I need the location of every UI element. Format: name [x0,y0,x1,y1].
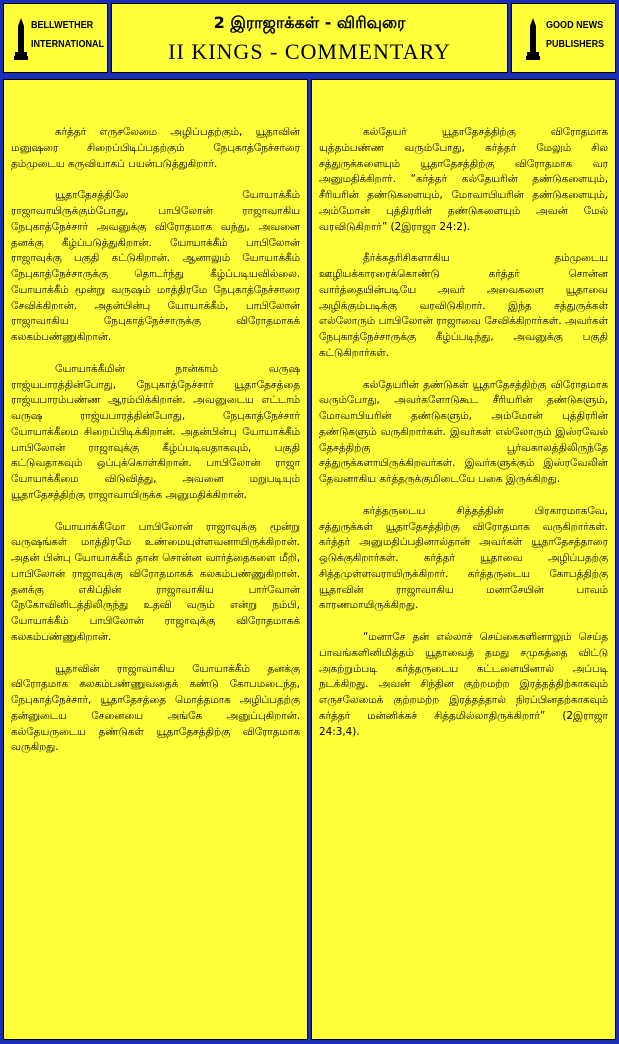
paragraph: “மனாசே தன் எல்லாச் செய்கைகளினாலும் செய்த பாவங்களினிமித்தம் யூதாவைத் தமது சமுகத்தை விட்டு அகற்றும்படி கர்த்தருடைய கட்டளையினால் அப்படி நடக்கிறது. அவன் சிந்தின குற்றமற்ற இரத்தத்திற்காகவும் எருசலேமைக் குற்றமற்ற இரத்தத்தால் நிரப்பினதற்காகவும் கர்த்தர் மன்னிக்கச் சித்தமில்லாதிருக்கிறார்” (2இராஜா 24:3,4). [319,631,608,738]
logo-right-line-2: PUBLISHERS [546,38,605,50]
left-text-column [3,79,308,1040]
paragraph: கல்தேயர் யூதாதேசத்திற்கு விரோதமாக யுத்தம்பண்ண வரும்போது, கர்த்தர் மேலும் சில சத்துருக்களையும் யூதாதேசத்திற்கு விரோதமாக வர அனுமதிக்கிறார். “கர்த்தர் கல்தேயரின் தண்டுகளையும், சீரியரின் தண்டுகளையும், மோவாபியரின் தண்டுகளையும், அம்மோன் புத்திரரின் தண்டுகளையும் அவன் மேல் வரவிடுகிறார்” (2இராஜா 24:2). [319,126,608,233]
paragraph: கர்த்தர் எருசலேமை அழிப்பதற்கும், யூதாவின் மனுஷரை சிறைப்பிடிப்பதற்கும் நேபுகாத்நேச்சாரை தம்முடைய கருவியாகப் பயன்படுத்துகிறார். [11,126,300,170]
publisher-logo-left [3,3,108,73]
right-text-column [311,79,616,1040]
publisher-logo-right [511,3,616,73]
title-box [111,3,508,73]
pen-tower-icon [526,18,540,60]
paragraph: தீர்க்கதரிசிகளாகிய தம்முடைய ஊழியக்காரரைக்கொண்டு கர்த்தர் சொன்ன வார்த்தையின்படியே அவர் அவைகளை யூதாவை அழிக்கும்படிக்கு வரவிடுகிறார். இந்த சத்துருக்கள் எல்லோரும் பாபிலோன் ராஜாவை சேவிக்கிறார்கள். அவர்கள் நேபுகாத்நேச்சாருக்கு கீழ்ப்படிந்து, அவனுக்கு பகுதி கட்டுகிறார்கள். [319,252,608,359]
paragraph: யூதாதேசத்திலே யோயாக்கீம் ராஜாவாயிருக்கும்போது, பாபிலோன் ராஜாவாகிய நேபுகாத்நேச்சார் அவனுக்கு விரோதமாக வந்து, அவனை தனக்கு கீழ்ப்படுத்துகிறான். யோயாக்கீம் பாபிலோன் ராஜாவுக்கு பகுதி கட்டுகிறான். ஆனாலும் யோயாக்கீம் நேபுகாத்நேச்சாருக்கு தொடர்ந்து கீழ்ப்படியவில்லை. யோயாக்கீம் மூன்று வருஷம் மாத்திரமே நேபுகாத்நேச்சாரை சேவிக்கிறான். அதன்பின்பு யோயாக்கீம், பாபிலோன் ராஜாவாகிய நேபுகாத்நேச்சாருக்கு விரோதமாகக் கலகம்பண்ணுகிறான். [11,189,300,343]
logo-left-line-1: BELLWETHER [31,19,94,31]
page-title-english: II KINGS - COMMENTARY [168,39,451,64]
logo-left-line-2: INTERNATIONAL [31,38,105,50]
paragraph: யூதாவின் ராஜாவாகிய யோயாக்கீம் தனக்கு விரோதமாக கலகம்பண்ணுவதைக் கண்டு கோபமடைந்த, நேபுகாத்நேச்சார், யூதாதேசத்தை மொத்தமாக அழிப்பதற்கு தன்னுடைய சேனையை அங்கே அனுப்புகிறான். கல்தேயருடைய தண்டுகள் யூதாதேசத்திற்கு விரோதமாக வருகிறது. [11,662,300,754]
header-bar [0,0,619,76]
paragraph: கர்த்தருடைய சித்தத்தின் பிரகாரமாகவே, சத்துருக்கள் யூதாதேசத்திற்கு விரோதமாக வருகிறார்கள். கர்த்தர் அனுமதிப்பதினால்தான் அவர்கள் யூதாதேசத்தாரை ஒடுக்குகிறார்கள். கர்த்தர் யூதாவை அழிப்பதற்கு சித்தமுள்ளவராயிருக்கிறார். கர்த்தருடைய கோபத்திற்கு யூதாவின் ராஜாவாகிய மனாசேயின் பாவம் காரணமாயிருக்கிறது. [319,504,608,612]
paragraph: யோயாக்கீமின் நான்காம் வருஷ ராஜ்யபாரத்தின்போது, நேபுகாத்நேச்சார் யூதாதேசத்தை ராஜ்யபாரம்பண்ண ஆரம்பிக்கிறான். அவனுடைய எட்டாம் வருஷ ராஜ்யபாரத்தின்போது, நேபுகாத்நேச்சார் யோயாக்கீமை சிறைப்பிடிக்கிறான். அதன்பின்பு யோயாக்கீம் பாபிலோன் ராஜாவுக்கு கீழ்ப்படிவதாகவும், பகுதி கட்டுவதாகவும் ஒப்புக்கொள்கிறான். பாபிலோன் ராஜா யோயாக்கீமை விடுவித்து, அவனை மறுபடியும் யூதாதேசத்திற்கு ராஜாவாயிருக்க அனுமதிக்கிறான். [11,362,300,501]
paragraph: கல்தேயரின் தண்டுகள் யூதாதேசத்திற்கு விரோதமாக வரும்போது, அவர்களோடுகூட சீரியரின் தண்டுகளும், மோவாபியரின் தண்டுகளும், அம்மோன் புத்திரரின் தண்டுகளும் வருகிறார்கள். இவர்கள் எல்லோரும் இஸ்ரவேல் தேசத்திற்கு பூர்வகாலத்திலிருந்தே சத்துருக்களாயிருக்கிறவர்கள். இவர்களுக்கும் இஸ்ரவேலின் தேவனாகிய கர்த்தருக்குமிடையே பகை இருக்கிறது. [319,378,608,485]
logo-right-line-1: GOOD NEWS [546,19,604,31]
paragraph: யோயாக்கீமோ பாபிலோன் ராஜாவுக்கு மூன்று வருஷங்கள் மாத்திரமே உண்மையுள்ளவனாயிருக்கிறான். அதன் பின்பு யோயாக்கீம் தான் சொன்ன வார்த்தைகளை மீறி, பாபிலோன் ராஜாவுக்கு விரோதமாகக் கலகம்பண்ணுகிறான். தனக்கு எகிப்தின் ராஜாவாகிய பார்வோன் நேகோவினிடத்திலிருந்து உதவி வரும் என்று நம்பி, யோயாக்கீம் பாபிலோன் ராஜாவுக்கு விரோதமாகக் கலகம்பண்ணுகிறான். [11,520,300,643]
pen-tower-icon [14,18,28,60]
page-title-tamil: 2 இராஜாக்கள் - விரிவுரை [213,13,406,32]
